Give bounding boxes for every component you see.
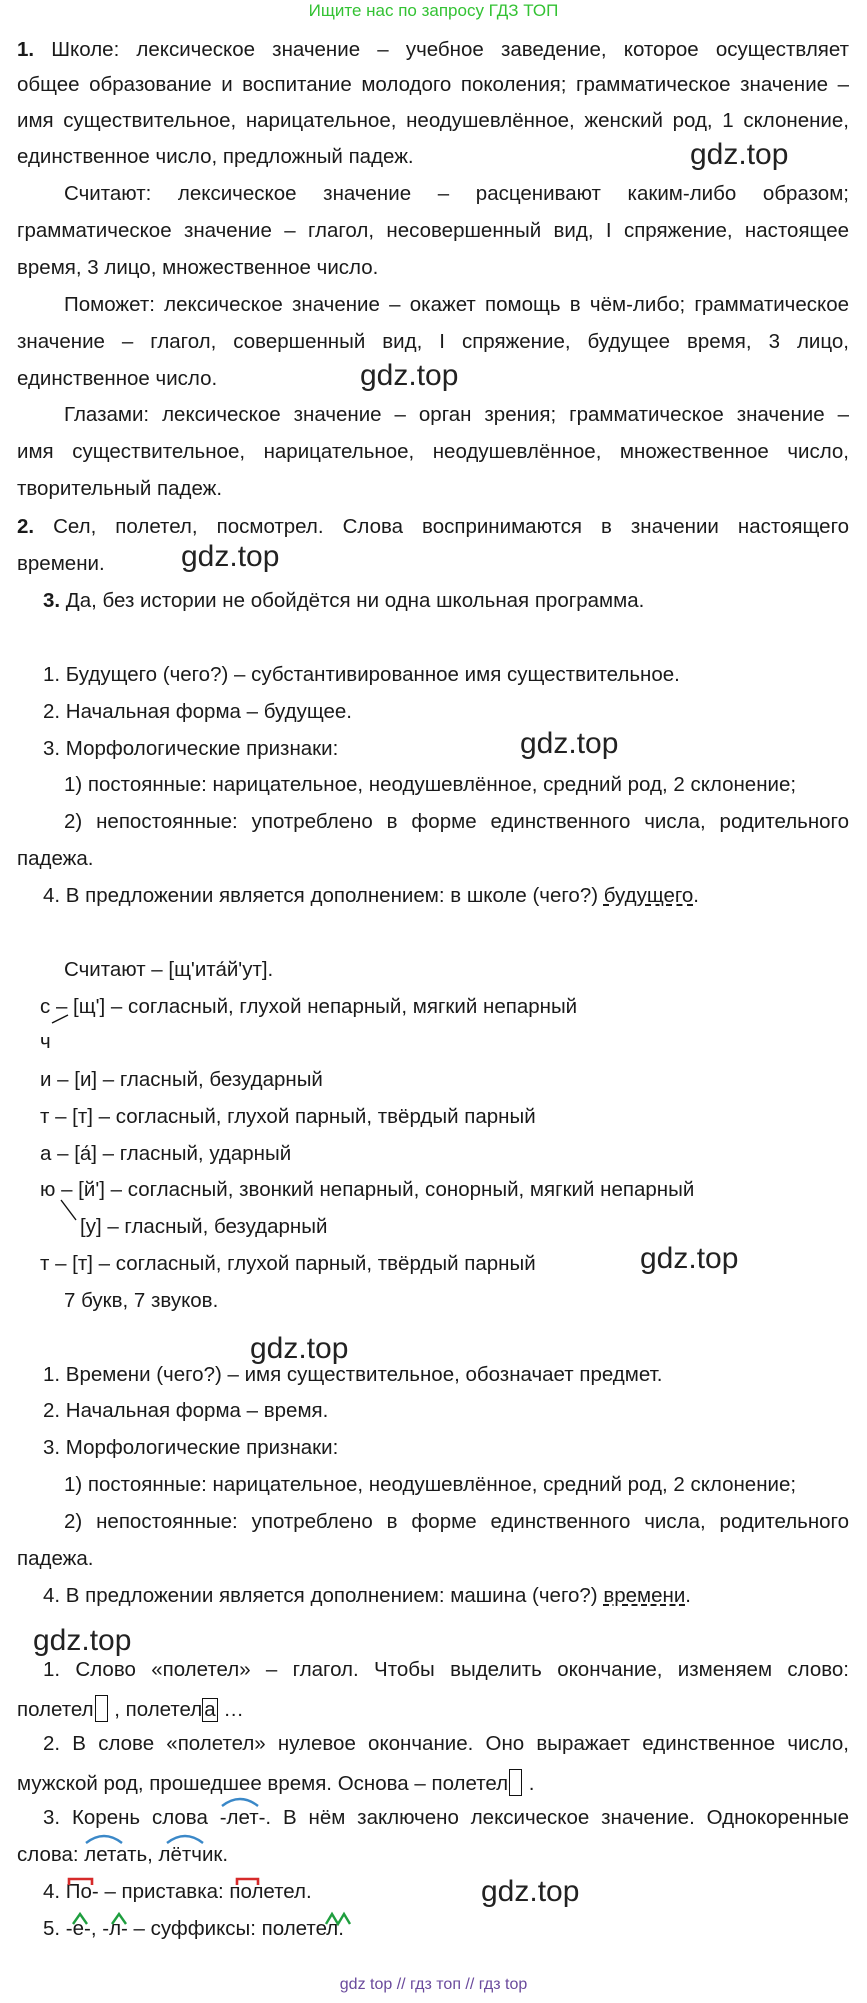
word-base-mark: полетел [431, 1772, 508, 1796]
p5-line-2: времени. [17, 552, 105, 575]
zero-ending-box [95, 1695, 108, 1722]
watermark: gdz.top [520, 727, 619, 760]
watermark: gdz.top [481, 1875, 580, 1908]
p1-line-3: имя существительное, нарицательное, неодушевлённое, женский род, 1 склонение, [17, 109, 849, 132]
phonetic-summary: 7 букв, 7 звуков. [64, 1289, 219, 1312]
m1-line-7: 4. В предложении является дополнением: в школе (чего?) будущего. [43, 884, 699, 907]
ms-line-3: 2. В слове «полетел» нулевое окончание. Оно выражает единственное число, [43, 1732, 849, 1755]
phonetic-row-i: и – [и] – гласный, безударный [40, 1068, 323, 1091]
m2-line-4: 1) постоянные: нарицательное, неодушевлённое, средний род, 2 склонение; [64, 1473, 797, 1496]
watermark: gdz.top [690, 138, 789, 171]
root-arc-3 [167, 1836, 203, 1843]
m2-line-5: 2) непостоянные: употреблено в форме единственного числа, родительного [64, 1510, 849, 1533]
p1-line-1: 1. Школе: лексическое значение – учебное заведение, которое осуществляет [17, 38, 849, 61]
search-hint-link[interactable]: Ищите нас по запросу ГДЗ ТОП [308, 1, 559, 20]
m1-line-3: 3. Морфологические признаки: [43, 737, 339, 760]
ms-line-8: 5. -е-, -л- – суффиксы: полетел. [43, 1917, 344, 1940]
p4-line-1: Глазами: лексическое значение – орган зрения; грамматическое значение – [64, 403, 849, 426]
m2-line-2: 2. Начальная форма – время. [43, 1399, 329, 1422]
m1-line-1: 1. Будущего (чего?) – субстантивированное имя существительное. [43, 663, 680, 686]
phonetic-row-ch: ч [40, 1030, 51, 1053]
phonetic-title: Считают – [щ'ита́й'ут]. [64, 958, 274, 981]
p1-line-4: единственное число, предложный падеж. [17, 145, 414, 168]
item-number: 2. [17, 515, 35, 538]
root-arc-2 [86, 1836, 122, 1843]
ms-line-5: 3. Корень слова -лет-. В нём заключено лексическое значение. Однокоренные [43, 1806, 849, 1829]
m2-line-7: 4. В предложении является дополнением: машина (чего?) времени. [43, 1584, 691, 1607]
p3-line-3: единственное число. [17, 367, 218, 390]
zero-ending-box [509, 1769, 522, 1796]
m2-line-1: 1. Времени (чего?) – имя существительное, обозначает предмет. [43, 1363, 663, 1386]
footer-links[interactable]: gdz top // гдз топ // гдз top [339, 1976, 528, 1993]
phonetic-row-a: а – [а́] – гласный, ударный [40, 1142, 292, 1165]
watermark: gdz.top [181, 540, 280, 573]
p3-line-2: значение – глагол, совершенный вид, I спряжение, будущее время, 3 лицо, [17, 330, 849, 353]
item-number: 3. [43, 589, 61, 612]
phonetic-row-t2: т – [т] – согласный, глухой парный, твёрдый парный [40, 1252, 536, 1275]
m2-line-3: 3. Морфологические признаки: [43, 1436, 339, 1459]
ms-line-4: мужской род, прошедшее время. Основа – полетел . [17, 1769, 849, 1796]
watermark: gdz.top [640, 1242, 739, 1275]
phonetic-row-yu: ю – [й'] – согласный, звонкий непарный, сонорный, мягкий непарный [40, 1178, 695, 1201]
m1-line-4: 1) постоянные: нарицательное, неодушевлённое, средний род, 2 склонение; [64, 773, 797, 796]
m1-line-6: падежа. [17, 847, 94, 870]
p6-line-1: 3. Да, без истории не обойдётся ни одна школьная программа. [43, 589, 645, 612]
p2-line-2: грамматическое значение – глагол, несовершенный вид, I спряжение, настоящее [17, 219, 849, 242]
underlined-word: будущего [603, 884, 694, 907]
p2-line-1: Считают: лексическое значение – расценивают каким-либо образом; [64, 182, 849, 205]
p1-line-2: общее образование и воспитание молодого поколения; грамматическое значение – [17, 73, 849, 96]
p5-line-1: 2. Сел, полетел, посмотрел. Слова воспринимаются в значении настоящего [17, 515, 849, 538]
p4-line-2: имя существительное, нарицательное, неодушевлённое, множественное число, [17, 440, 849, 463]
morpheme-marks [0, 0, 1, 1]
m2-line-6: падежа. [17, 1547, 94, 1570]
ms-line-1: 1. Слово «полетел» – глагол. Чтобы выделить окончание, изменяем слово: [43, 1658, 849, 1681]
ending-box: а [204, 1698, 216, 1721]
phonetic-row-u: [у] – гласный, безударный [80, 1215, 328, 1238]
ms-line-7: 4. По- – приставка: полетел. [43, 1880, 312, 1903]
p2-line-3: время, 3 лицо, множественное число. [17, 256, 379, 279]
m1-line-2: 2. Начальная форма – будущее. [43, 700, 352, 723]
p3-line-1: Поможет: лексическое значение – окажет помощь в чём-либо; грамматическое [64, 293, 849, 316]
watermark: gdz.top [360, 359, 459, 392]
watermark: gdz.top [250, 1332, 349, 1365]
phonetic-row-t1: т – [т] – согласный, глухой парный, твёрдый парный [40, 1105, 536, 1128]
ms-line-6: слова: летать, лётчик. [17, 1843, 229, 1866]
root-arc-1 [222, 1799, 258, 1806]
watermark: gdz.top [33, 1624, 132, 1657]
item-number: 1. [17, 38, 35, 61]
phonetic-row-s: с – [щ'] – согласный, глухой непарный, мягкий непарный [40, 995, 578, 1018]
underlined-word: времени [603, 1584, 686, 1607]
ms-line-2: полетел , полетела … [17, 1695, 849, 1722]
m1-line-5: 2) непостоянные: употреблено в форме единственного числа, родительного [64, 810, 849, 833]
p4-line-3: творительный падеж. [17, 477, 223, 500]
